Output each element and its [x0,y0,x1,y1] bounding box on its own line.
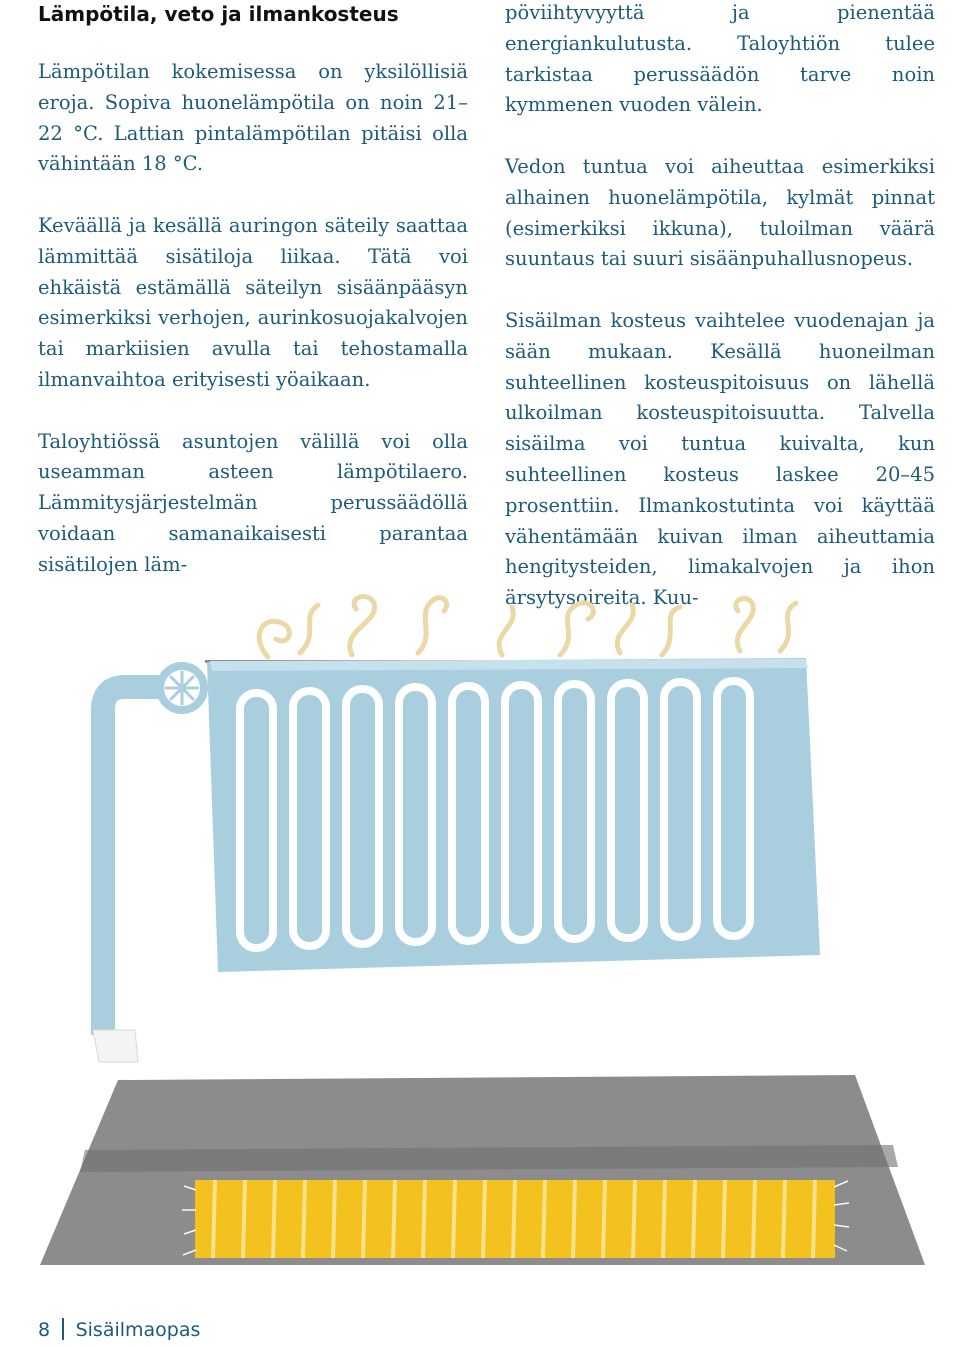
rug [182,1180,849,1258]
right-column [505,0,935,645]
radiator-body [205,658,820,972]
paragraph-sun-radiation: Keväällä ja kesällä auringon säteily saattaa lämmittää sisätiloja liikaa. Tätä voi ehkäistä estämällä säteilyn sisäänpääsyn esimerkiksi verhojen, aurinkosuojakalvojen tai markiisien avulla tai tehostamalla ilmanvaihtoa erityisesti yöaikaan. [38,213,468,391]
paragraph-housing-company: Taloyhtiössä asuntojen välillä voi olla useamman asteen lämpötilaero. Lämmitysjärjestelmän perussäädöllä voidaan samanaikaisesti parantaa sisätilojen läm- [38,429,468,576]
paragraph-continuation: pöviihtyvyyttä ja pienentää energiankulutusta. Taloyhtiön tulee tarkistaa perussäädön tarve noin kymmenen vuoden välein. [505,1,935,117]
radiator-illustration [0,575,960,1275]
radiator-pipe [93,666,205,1062]
heat-waves [259,596,796,657]
page-number: 8 [38,1319,51,1341]
page-footer [38,1318,200,1341]
paragraph-humidity: Sisäilman kosteus vaihtelee vuodenajan ja sään mukaan. Kesällä huoneilman suhteellinen kosteuspitoisuus on lähellä ulkoilman kosteuspitoisuutta. Talvella sisäilma voi tuntua kuivalta, kun suhteellinen kosteus laskee 20–45 prosenttiin. Ilmankostutinta voi käyttää vähentämään kuivan ilman aiheuttamia hengitysteiden, limakalvojen ja ihon ärsytysoireita. Kuu- [505,308,935,610]
left-column [38,57,468,611]
paragraph-temperature: Lämpötilan kokemisessa on yksilöllisiä eroja. Sopiva huonelämpötila on noin 21–22 °C. Lattian pintalämpötilan pitäisi olla vähintään 18 °C. [38,60,468,176]
section-heading: Lämpötila, veto ja ilmankosteus [38,2,399,26]
publication-name: Sisäilmaopas [75,1319,201,1341]
paragraph-draft: Vedon tuntua voi aiheuttaa esimerkiksi alhainen huonelämpötila, kylmät pinnat (esimerkiksi ikkuna), tuloilman väärä suuntaus tai suuri sisäänpuhallusnopeus. [505,154,935,271]
footer-divider [62,1318,64,1340]
